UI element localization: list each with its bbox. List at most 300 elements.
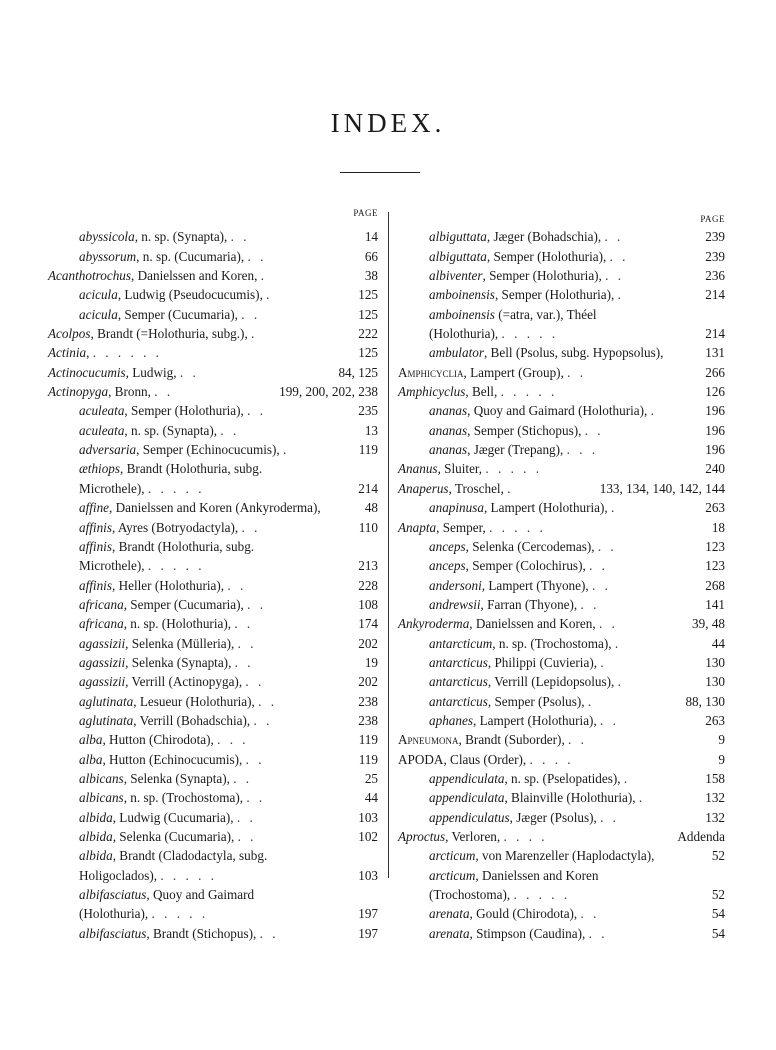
entry-description: , xyxy=(86,345,90,361)
index-entry xyxy=(398,576,725,595)
entry-name: affinis xyxy=(79,538,112,554)
leader-dots: . . xyxy=(241,306,261,322)
index-entry xyxy=(48,459,378,498)
left-index-column xyxy=(48,208,378,943)
entry-text xyxy=(429,285,725,304)
leader-dots: . . xyxy=(259,925,279,941)
leader-dots: . . xyxy=(154,384,174,400)
page-header-left: PAGE xyxy=(353,208,378,218)
index-entry xyxy=(48,846,378,885)
entry-name: arcticum xyxy=(429,848,476,864)
entry-text xyxy=(429,576,725,595)
leader-dots: . . xyxy=(237,635,257,651)
entry-description: , n. sp. (Holothuria), xyxy=(123,616,232,632)
entry-name: andrewsii xyxy=(429,596,481,612)
entry-text xyxy=(79,692,378,711)
leader-dots: . . xyxy=(598,616,618,632)
leader-dots: . . xyxy=(234,654,254,670)
entry-description: , Gould (Chirodota), xyxy=(469,906,578,922)
index-entry xyxy=(398,866,725,905)
entry-description: , Brandt (Suborder), xyxy=(458,732,565,748)
index-entry xyxy=(48,730,378,749)
entry-text xyxy=(429,595,725,614)
entry-name: affine xyxy=(79,500,110,516)
entry-description: , Danielssen and Koren (Trochostoma), xyxy=(429,867,599,903)
page-number: 202 xyxy=(358,674,378,690)
index-entry xyxy=(398,479,725,498)
entry-name: adversaria xyxy=(79,442,137,458)
entry-text xyxy=(429,421,725,440)
index-entry xyxy=(48,421,378,440)
entry-text xyxy=(79,576,378,595)
leader-dots: . . xyxy=(179,364,199,380)
entry-text xyxy=(79,498,378,517)
index-entry xyxy=(398,556,725,575)
entry-name: anapinusa xyxy=(429,500,484,516)
leader-dots: . . xyxy=(604,229,624,245)
entry-name: amboinensis xyxy=(429,306,495,322)
entry-description: , Ludwig, xyxy=(125,364,177,380)
entry-name: abyssicola xyxy=(79,229,135,245)
entry-text xyxy=(79,924,378,943)
index-entry xyxy=(48,576,378,595)
entry-text xyxy=(398,382,725,401)
page-number: 84, 125 xyxy=(338,364,378,380)
page-header-right: PAGE xyxy=(700,214,725,224)
entry-description: , n. sp. (Trochostoma), xyxy=(492,635,612,651)
entry-text xyxy=(429,866,725,905)
index-entry xyxy=(398,537,725,556)
entry-text xyxy=(429,227,725,246)
index-entry xyxy=(398,498,725,517)
entry-name: anceps xyxy=(429,558,466,574)
entry-text xyxy=(429,537,725,556)
leader-dots: . . xyxy=(247,248,267,264)
leader-dots: . . xyxy=(568,732,587,748)
entry-description: , Semper (Holothuria), xyxy=(494,287,615,303)
entry-description: , n. sp. (Pselopatides), xyxy=(504,770,621,786)
page-number: 133, 134, 140, 142, 144 xyxy=(599,480,725,496)
index-entry xyxy=(398,421,725,440)
index-entry xyxy=(48,401,378,420)
page-number: 125 xyxy=(358,306,378,322)
leader-dots: . . xyxy=(227,577,247,593)
leader-dots: . xyxy=(614,635,622,651)
entry-text xyxy=(398,730,725,749)
entry-name: africana xyxy=(79,616,124,632)
leader-dots: . . . . . xyxy=(151,906,209,922)
entry-name: arcticum xyxy=(429,867,476,883)
page-number: 103 xyxy=(358,809,378,825)
entry-text xyxy=(429,808,725,827)
index-entry xyxy=(398,692,725,711)
entry-name: ananas xyxy=(429,442,468,458)
entry-name: albida xyxy=(79,848,113,864)
page-number: 222 xyxy=(358,326,378,342)
entry-name: antarcticus xyxy=(429,674,488,690)
entry-text xyxy=(429,672,725,691)
entry-description: , Heller (Holothuria), xyxy=(111,577,225,593)
entry-name: albida xyxy=(79,829,113,844)
index-entry xyxy=(398,904,725,923)
page-number: 213 xyxy=(358,558,378,574)
index-entry xyxy=(48,672,378,691)
leader-dots: . . xyxy=(236,809,256,825)
entry-name: alba xyxy=(79,751,103,767)
entry-description: , Brandt (=Holothuria, subg.), xyxy=(90,326,248,342)
page-number: 263 xyxy=(705,500,725,516)
entry-description: , Bell, xyxy=(465,384,498,400)
entry-description: , Blainville (Holothuria), xyxy=(504,790,636,806)
index-entry xyxy=(398,730,725,749)
page-number: 174 xyxy=(358,616,378,632)
leader-dots: . xyxy=(650,403,657,419)
page-number: 268 xyxy=(705,577,725,593)
page-number: Addenda xyxy=(677,829,725,844)
page-number: 52 xyxy=(711,887,725,903)
page-number: 13 xyxy=(364,422,378,438)
index-entry xyxy=(48,266,378,285)
leader-dots: . . xyxy=(605,268,625,284)
entry-name: albida xyxy=(79,809,113,825)
entry-description: , Quoy and Gaimard (Holothuria), xyxy=(79,887,255,922)
leader-dots: . . xyxy=(597,538,617,554)
entry-name: africana xyxy=(79,596,124,612)
entry-text xyxy=(79,401,378,420)
leader-dots: . . xyxy=(233,770,253,786)
column-divider xyxy=(388,212,389,878)
leader-dots: . xyxy=(623,770,631,786)
right-entry-list xyxy=(398,227,725,943)
index-entry xyxy=(48,324,378,343)
page-number: 214 xyxy=(705,326,725,342)
left-entry-list xyxy=(48,227,378,943)
entry-description: , Brandt (Cladodactyla, subg. Holigoclados), xyxy=(79,848,268,883)
page-number: 9 xyxy=(718,751,725,767)
entry-text xyxy=(79,227,378,246)
entry-name: appendiculata xyxy=(429,790,505,806)
index-entry xyxy=(48,769,378,788)
entry-description: , Brandt (Holothuria, subg. Microthele), xyxy=(79,538,255,574)
entry-text xyxy=(79,459,378,498)
page-number: 54 xyxy=(711,906,725,922)
page-number: 125 xyxy=(358,287,378,303)
page-number: 9 xyxy=(718,732,725,748)
entry-name: Apneumona xyxy=(398,732,459,748)
entry-text xyxy=(429,653,725,672)
entry-description: , Semper (Stichopus), xyxy=(467,422,582,438)
leader-dots: . xyxy=(617,674,624,690)
entry-name: arenata xyxy=(429,906,470,922)
leader-dots: . . xyxy=(589,558,608,574)
entry-text xyxy=(429,343,725,362)
index-entry xyxy=(398,363,725,382)
leader-dots: . . xyxy=(245,751,265,767)
entry-text xyxy=(429,401,725,420)
entry-description: , Lampert (Thyone), xyxy=(481,577,589,593)
entry-text xyxy=(79,885,378,924)
entry-text xyxy=(429,305,725,344)
index-entry xyxy=(398,808,725,827)
leader-dots: . . . . xyxy=(529,751,574,767)
entry-name: ambulator xyxy=(429,345,484,361)
page-number: 54 xyxy=(711,925,725,941)
entry-description: (=atra, var.), Théel (Holothuria), xyxy=(429,306,597,342)
index-entry xyxy=(398,924,725,943)
leader-dots: . . . . xyxy=(503,829,548,844)
page-number: 125 xyxy=(358,345,378,361)
leader-dots: . . . . . xyxy=(500,384,558,400)
entry-name: alba xyxy=(79,732,103,748)
page-number: 197 xyxy=(358,906,378,922)
index-entry xyxy=(398,769,725,788)
index-entry xyxy=(48,924,378,943)
entry-name: albifasciatus xyxy=(79,925,147,941)
page-number: 102 xyxy=(358,829,378,844)
entry-name: acicula xyxy=(79,287,118,303)
index-entry xyxy=(48,653,378,672)
entry-text xyxy=(79,247,378,266)
page-number: 48 xyxy=(364,500,378,516)
entry-name: Amphicyclus xyxy=(398,384,466,400)
leader-dots: . . xyxy=(237,829,257,844)
leader-dots: . xyxy=(587,693,595,709)
page-number: 240 xyxy=(705,461,725,477)
leader-dots: . xyxy=(283,442,290,458)
page-number: 196 xyxy=(705,442,725,458)
entry-name: acicula xyxy=(79,306,118,322)
entry-name: albiguttata xyxy=(429,229,487,245)
leader-dots: . . xyxy=(247,596,267,612)
entry-text xyxy=(398,614,725,633)
page-number: 119 xyxy=(358,442,378,458)
index-entry xyxy=(48,440,378,459)
entry-name: antarcticum xyxy=(429,635,493,651)
entry-description: , Verrill (Lepidopsolus), xyxy=(487,674,615,690)
index-entry xyxy=(48,808,378,827)
entry-description: , Lesueur (Holothuria), xyxy=(133,693,255,709)
entry-name: albiventer xyxy=(429,268,483,284)
entry-text xyxy=(79,305,378,324)
entry-name: andersoni xyxy=(429,577,482,593)
entry-name: Acanthotrochus xyxy=(48,268,132,284)
leader-dots: . . xyxy=(241,519,261,535)
page-number: 132 xyxy=(705,809,725,825)
entry-text xyxy=(79,440,378,459)
leader-dots: . xyxy=(617,287,624,303)
entry-name: aculeata xyxy=(79,422,125,438)
index-entry xyxy=(48,595,378,614)
page-title: INDEX. xyxy=(330,108,446,138)
entry-description: , Hutton (Echinocucumis), xyxy=(102,751,243,767)
page-number: 25 xyxy=(364,770,378,786)
entry-text xyxy=(398,459,725,478)
leader-dots: . . xyxy=(220,422,240,438)
entry-text xyxy=(79,711,378,730)
index-entry xyxy=(48,692,378,711)
page-number: 66 xyxy=(364,248,378,264)
entry-description: , Bell (Psolus, subg. Hypopsolus), xyxy=(483,345,664,361)
entry-description: , Philippi (Cuvieria), xyxy=(487,654,598,670)
entry-text xyxy=(398,363,725,382)
entry-text xyxy=(429,440,725,459)
page-number: 119 xyxy=(358,732,378,748)
entry-description: , Quoy and Gaimard (Holothuria), xyxy=(467,403,648,419)
page-number: 239 xyxy=(705,248,725,264)
entry-text xyxy=(79,672,378,691)
leader-dots: . . . xyxy=(566,442,599,458)
entry-description: , Farran (Thyone), xyxy=(480,596,578,612)
leader-dots: . . xyxy=(258,693,277,709)
index-entry xyxy=(398,653,725,672)
entry-text xyxy=(48,266,378,285)
entry-description: , Ludwig (Pseudocucumis), xyxy=(117,287,263,303)
index-entry xyxy=(398,672,725,691)
entry-text xyxy=(429,904,725,923)
entry-text xyxy=(79,595,378,614)
entry-text xyxy=(429,692,725,711)
page-number: 132 xyxy=(705,790,725,806)
index-entry xyxy=(48,827,378,846)
leader-dots: . . . . . xyxy=(147,558,205,574)
leader-dots: . . . . . . xyxy=(92,345,162,361)
entry-name: Anaperus xyxy=(398,480,449,496)
entry-text xyxy=(429,634,725,653)
leader-dots: . . xyxy=(247,403,266,419)
entry-description: , Semper (Echinocucumis), xyxy=(136,442,280,458)
entry-description: , Selenka (Synapta), xyxy=(123,770,230,786)
entry-description: , Brandt (Stichopus), xyxy=(146,925,257,941)
index-entry xyxy=(48,247,378,266)
index-entry xyxy=(398,634,725,653)
entry-text xyxy=(429,846,725,865)
leader-dots: . . . . . xyxy=(501,326,559,342)
page-number: 38 xyxy=(364,268,378,284)
entry-description: , Jæger (Bohadschia), xyxy=(486,229,602,245)
index-entry xyxy=(398,382,725,401)
entry-description: , Brandt (Holothuria, subg. Microthele), xyxy=(79,461,263,496)
index-entry xyxy=(398,343,725,362)
page-number: 197 xyxy=(358,925,378,941)
entry-description: , Selenka (Cercodemas), xyxy=(465,538,595,554)
entry-name: Actinopyga xyxy=(48,384,109,400)
index-entry xyxy=(48,614,378,633)
entry-text xyxy=(429,788,725,807)
entry-description: , Claus (Order), xyxy=(443,751,527,767)
page-number: 239 xyxy=(705,229,725,245)
entry-name: albicans xyxy=(79,790,124,806)
entry-name: agassizii xyxy=(79,635,126,651)
index-entry xyxy=(48,285,378,304)
index-entry xyxy=(48,634,378,653)
entry-text xyxy=(79,518,378,537)
leader-dots: . . . . . xyxy=(160,867,217,883)
entry-description: , n. sp. (Cucumaria), xyxy=(136,248,245,264)
entry-name: amboinensis xyxy=(429,287,495,303)
entry-name: Aproctus xyxy=(398,829,446,844)
entry-description: , n. sp. (Synapta), xyxy=(134,229,228,245)
entry-text xyxy=(429,498,725,517)
leader-dots: . . . . . xyxy=(489,519,546,535)
page-number: 214 xyxy=(705,287,725,303)
leader-dots: . . xyxy=(234,616,254,632)
entry-description: , Danielssen and Koren, xyxy=(131,268,258,284)
entry-description: , Danielssen and Koren (Ankyroderma), xyxy=(109,500,321,516)
index-entry xyxy=(48,788,378,807)
page-number: 39, 48 xyxy=(692,616,725,632)
index-entry xyxy=(48,363,378,382)
index-entry xyxy=(48,498,378,517)
entry-name: ananas xyxy=(429,403,468,419)
leader-dots: . . xyxy=(230,229,250,245)
entry-description: , Selenka (Synapta), xyxy=(125,654,232,670)
leader-dots: . . xyxy=(245,674,265,690)
entry-text xyxy=(79,285,378,304)
entry-description: , Lampert (Holothuria), xyxy=(472,712,597,728)
entry-description: , Ludwig (Cucumaria), xyxy=(112,809,234,825)
entry-description: , Semper (Colochirus), xyxy=(465,558,586,574)
leader-dots: . . . . . xyxy=(147,480,205,496)
index-entry xyxy=(398,305,725,344)
leader-dots: . . xyxy=(580,596,600,612)
entry-name: Ananus xyxy=(398,461,438,477)
entry-name: antarcticus xyxy=(429,693,488,709)
leader-dots: . . xyxy=(580,906,600,922)
page-number: 158 xyxy=(705,770,725,786)
entry-text xyxy=(398,750,725,769)
leader-dots: . . xyxy=(567,364,587,380)
index-entry xyxy=(398,788,725,807)
index-entry xyxy=(48,885,378,924)
leader-dots: . . xyxy=(246,790,266,806)
entry-description: , Verloren, xyxy=(445,829,501,844)
entry-description: , Jæger (Psolus), xyxy=(509,809,597,825)
entry-description: , n. sp. (Synapta), xyxy=(124,422,218,438)
index-entry xyxy=(398,285,725,304)
entry-name: affinis xyxy=(79,519,112,535)
page-number: 44 xyxy=(364,790,378,806)
index-entry xyxy=(48,343,378,362)
entry-name: appendiculata xyxy=(429,770,505,786)
entry-text xyxy=(79,808,378,827)
entry-name: aglutinata xyxy=(79,693,134,709)
index-entry xyxy=(48,750,378,769)
entry-text xyxy=(48,343,378,362)
entry-description: , Troschel, xyxy=(448,480,504,496)
entry-name: agassizii xyxy=(79,674,126,690)
leader-dots: . xyxy=(611,500,618,516)
entry-text xyxy=(79,769,378,788)
index-entry xyxy=(398,401,725,420)
leader-dots: . xyxy=(260,268,267,284)
page-number: 19 xyxy=(364,654,378,670)
entry-name: affinis xyxy=(79,577,112,593)
leader-dots: . . . xyxy=(217,732,249,748)
entry-description: , Verrill (Actinopyga), xyxy=(125,674,243,690)
index-entry xyxy=(398,518,725,537)
page-number: 202 xyxy=(358,635,378,651)
entry-description: , n. sp. (Trochostoma), xyxy=(123,790,244,806)
entry-description: , Semper (Psolus), xyxy=(487,693,585,709)
page-number: 44 xyxy=(711,635,725,651)
index-entry xyxy=(398,440,725,459)
index-entry xyxy=(48,382,378,401)
entry-name: aphanes xyxy=(429,712,473,728)
leader-dots: . xyxy=(251,326,258,342)
leader-dots: . xyxy=(266,287,273,303)
index-entry xyxy=(48,537,378,576)
entry-name: Actinocucumis xyxy=(48,364,126,380)
